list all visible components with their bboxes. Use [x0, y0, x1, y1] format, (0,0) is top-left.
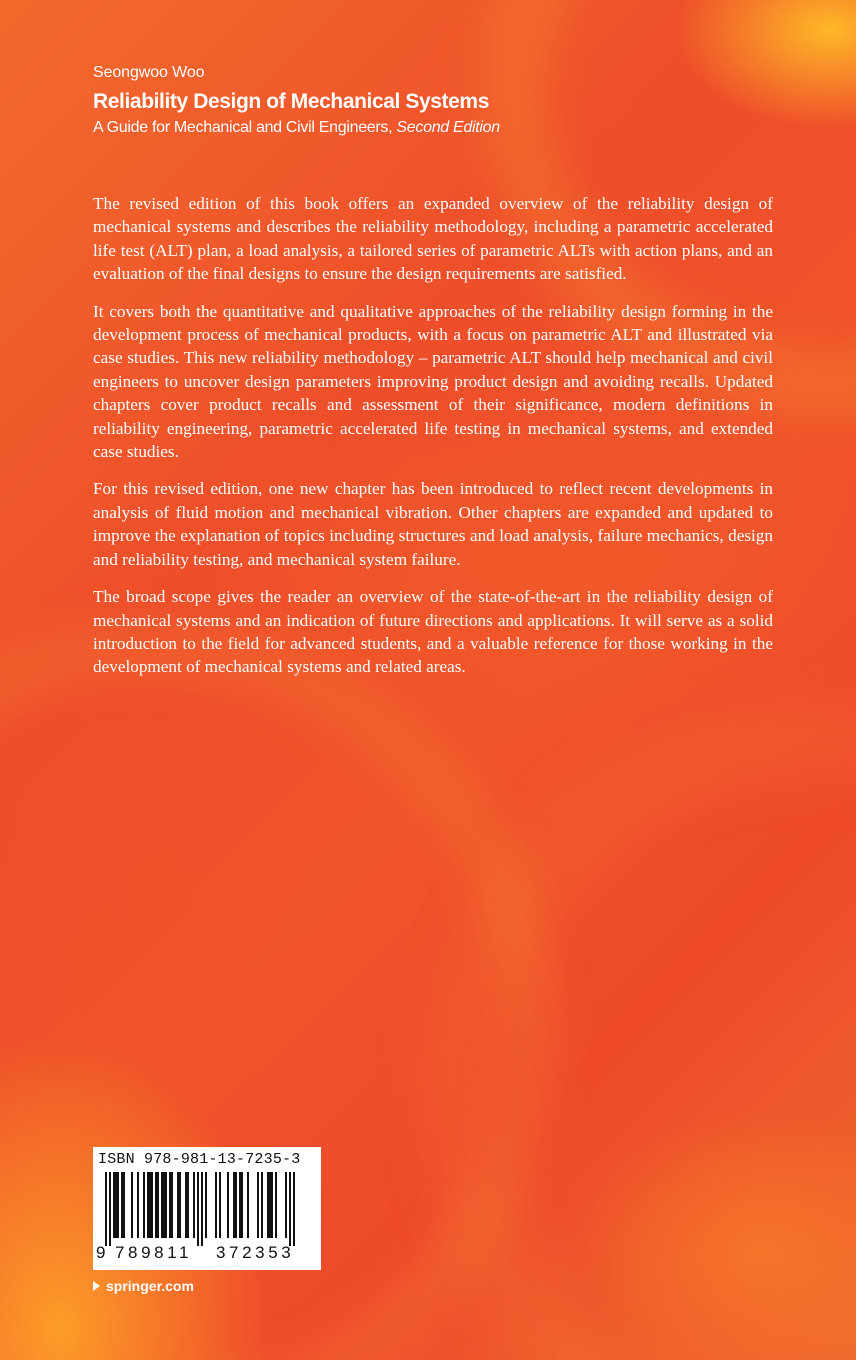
- barcode-bar: [169, 1172, 171, 1238]
- blurb: [93, 192, 773, 693]
- barcode-bar: [233, 1172, 235, 1238]
- edition-label: Second Edition: [396, 119, 500, 136]
- publisher-url: springer.com: [106, 1278, 194, 1294]
- barcode-bar: [171, 1172, 173, 1238]
- barcode-bar: [201, 1172, 203, 1246]
- barcode-bar: [227, 1172, 229, 1238]
- barcode-bar: [147, 1172, 149, 1238]
- barcode-bar: [137, 1172, 139, 1238]
- barcode-bar: [275, 1172, 277, 1238]
- blurb-paragraph: The broad scope gives the reader an overview of the state-of-the-art in the reliability design of mechanical systems and an indication of future directions and applications. It will serve as a solid introduction to the field for advanced students, and a valuable reference for those working in the development of mechanical systems and related areas.: [93, 587, 773, 677]
- barcode-bar: [197, 1172, 199, 1246]
- barcode-right-digits: 372353: [216, 1243, 295, 1262]
- barcode-bar: [123, 1172, 125, 1238]
- barcode-bar: [143, 1172, 145, 1238]
- publisher-link[interactable]: [93, 1278, 194, 1294]
- barcode-bar: [131, 1172, 133, 1238]
- barcode-bar: [239, 1172, 241, 1238]
- barcode-bar: [289, 1172, 291, 1246]
- barcode-bar: [257, 1172, 259, 1238]
- barcode-bar: [177, 1172, 179, 1238]
- barcode-bar: [235, 1172, 237, 1238]
- isbn-barcode: [93, 1147, 321, 1270]
- blurb-paragraph: The revised edition of this book offers an expanded overview of the reliability design of mechanical systems and describes the reliability methodology, including a parametric accelerated life test (ALT) plan, a load analysis, a tailored series of parametric ALTs with action plans, and an evaluation of the final designs to ensure the design requirements are satisfied.: [93, 194, 773, 284]
- author-name: Seongwoo Woo: [93, 64, 205, 81]
- barcode-bar: [149, 1172, 151, 1238]
- barcode-bar: [113, 1172, 115, 1238]
- barcode-lead-digit: 9: [96, 1243, 106, 1262]
- barcode-bar: [215, 1172, 217, 1238]
- barcode-bar: [193, 1172, 195, 1238]
- barcode-bar: [151, 1172, 153, 1238]
- barcode-bar: [219, 1172, 221, 1238]
- book-title: Reliability Design of Mechanical Systems: [93, 90, 489, 113]
- barcode-bar: [161, 1172, 163, 1238]
- isbn-label: ISBN 978-981-13-7235-3: [98, 1151, 301, 1168]
- barcode-bar: [267, 1172, 269, 1238]
- barcode-bar: [271, 1172, 273, 1238]
- barcode-bar: [269, 1172, 271, 1238]
- background-swirl: [420, 700, 856, 1360]
- barcode-bar: [179, 1172, 181, 1238]
- arrow-icon: [93, 1281, 100, 1291]
- barcode-bar: [293, 1172, 295, 1246]
- barcode-bar: [155, 1172, 157, 1238]
- book-subtitle: [93, 118, 500, 138]
- barcode-left-digits: 789811: [115, 1243, 193, 1262]
- barcode-bar: [187, 1172, 189, 1238]
- barcode-bar: [121, 1172, 123, 1238]
- barcode-bar: [165, 1172, 167, 1238]
- barcode-bar: [241, 1172, 243, 1238]
- blurb-paragraph: It covers both the quantitative and qualitative approaches of the reliability design forming in the development process of mechanical products, with a focus on parametric ALT and illustrated via case studies. This new reliability methodology – parametric ALT should help mechanical and civil engineers to uncover design parameters improving product design and avoiding recalls. Updated chapters cover product recalls and assessment of their significance, modern definitions in reliability engineering, parametric accelerated life testing in mechanical systems, and extended case studies.: [93, 301, 773, 462]
- subtitle-text: A Guide for Mechanical and Civil Engineers,: [93, 119, 393, 136]
- barcode-bar: [285, 1172, 287, 1238]
- barcode-bar: [157, 1172, 159, 1238]
- book-header: [93, 64, 500, 138]
- barcode-bar: [105, 1172, 107, 1246]
- barcode-bar: [247, 1172, 249, 1238]
- barcode-bar: [163, 1172, 165, 1238]
- barcode-bar: [115, 1172, 117, 1238]
- barcode-bar: [185, 1172, 187, 1238]
- barcode-bar: [109, 1172, 111, 1246]
- barcode-bar: [117, 1172, 119, 1238]
- barcode-bar: [261, 1172, 263, 1238]
- barcode-bars: [97, 1172, 317, 1246]
- barcode-bar: [205, 1172, 207, 1238]
- blurb-paragraph: For this revised edition, one new chapter has been introduced to reflect recent developments in analysis of fluid motion and mechanical vibration. Other chapters are expanded and updated to improve the explanation of topics including structures and load analysis, failure mechanics, design and reliability testing, and mechanical system failure.: [93, 479, 773, 569]
